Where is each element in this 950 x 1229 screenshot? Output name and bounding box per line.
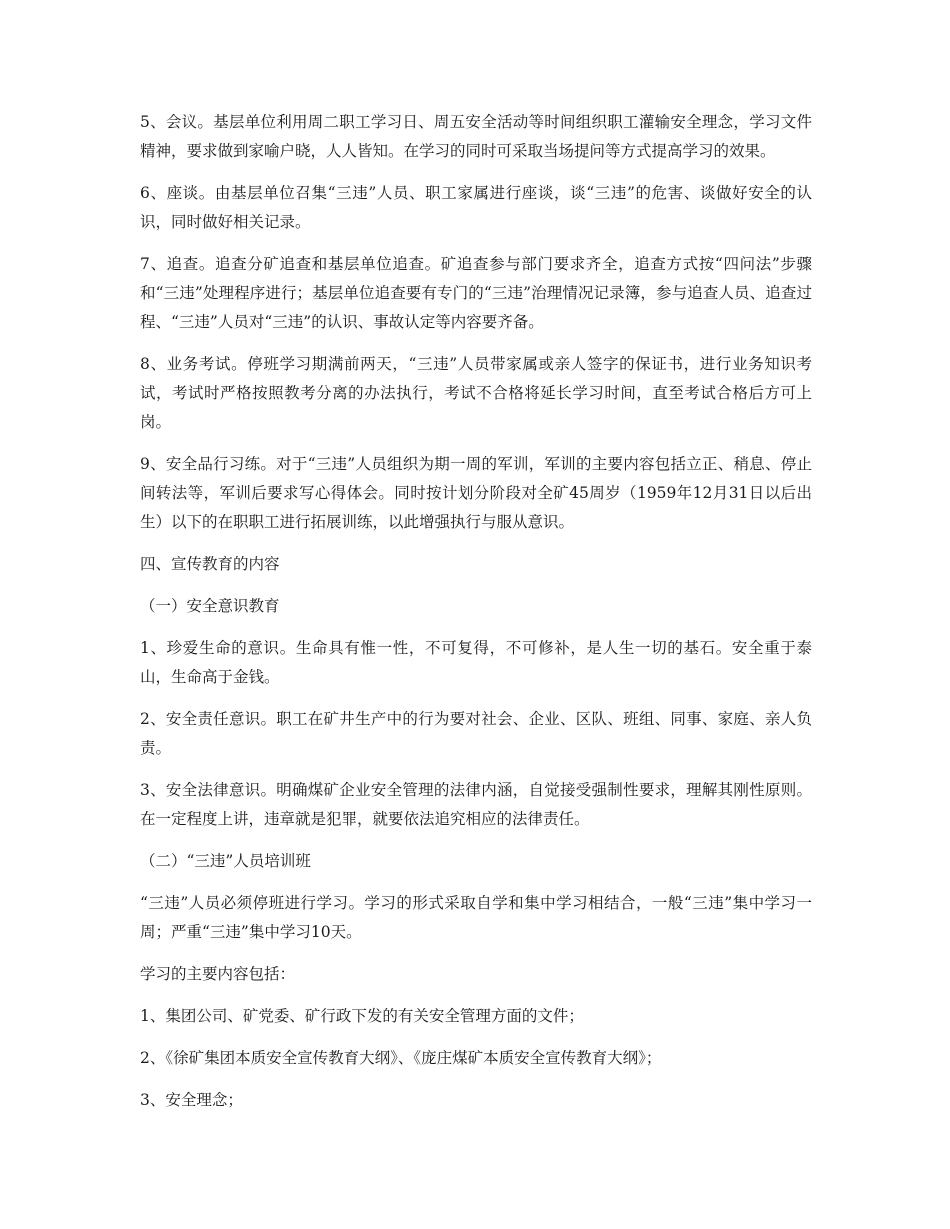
paragraph-exam: 8、业务考试。停班学习期满前两天，“三违”人员带家属或亲人签字的保证书，进行业务知识考试，考试时严格按照教考分离的办法执行，考试不合格将延长学习时间，直至考试合格后方可上岗。 (140, 355, 812, 431)
list-item-safety-concept: 3、安全理念； (140, 1091, 243, 1109)
list-item-documents: 1、集团公司、矿党委、矿行政下发的有关安全管理方面的文件； (140, 1007, 584, 1025)
paragraph-responsibility: 2、安全责任意识。职工在矿井生产中的行为要对社会、企业、区队、班组、同事、家庭、亲人负责。 (140, 710, 812, 757)
paragraph-discussion: 6、座谈。由基层单位召集“三违”人员、职工家属进行座谈，谈“三违”的危害、谈做好安全的认识，同时做好相关记录。 (140, 184, 812, 231)
section-heading-content: 四、宣传教育的内容 (140, 555, 280, 573)
paragraph-cherish-life: 1、珍爱生命的意识。生命具有惟一性，不可复得，不可修补，是人生一切的基石。安全重于泰山，生命高于金钱。 (140, 639, 812, 686)
paragraph-training-form: “三违”人员必须停班进行学习。学习的形式采取自学和集中学习相结合，一般“三违”集中学习一周；严重“三违”集中学习10天。 (140, 894, 812, 941)
subsection-heading-training-class: （二）“三违”人员培训班 (140, 852, 311, 870)
paragraph-meeting: 5、会议。基层单位利用周二职工学习日、周五安全活动等时间组织职工灌输安全理念，学习文件精神，要求做到家喻户晓，人人皆知。在学习的同时可采取当场提问等方式提高学习的效果。 (140, 113, 812, 160)
paragraph-investigation: 7、追查。追查分矿追查和基层单位追查。矿追查参与部门要求齐全，追查方式按“四问法”步骤和“三违”处理程序进行；基层单位追查要有专门的“三违”治理情况记录簿，参与追查人员、追查过程、“三违”人员对“三违”的认识、事故认定等内容要齐备。 (140, 255, 812, 331)
document-body (140, 108, 812, 1128)
paragraph-content-intro: 学习的主要内容包括： (140, 965, 296, 983)
paragraph-legal: 3、安全法律意识。明确煤矿企业安全管理的法律内涵，自觉接受强制性要求，理解其刚性原则。在一定程度上讲，违章就是犯罪，就要依法追究相应的法律责任。 (140, 781, 812, 828)
paragraph-conduct-training: 9、安全品行习练。对于“三违”人员组织为期一周的军训，军训的主要内容包括立正、稍息、停止间转法等，军训后要求写心得体会。同时按计划分阶段对全矿45周岁（1959年12月31日以后出生）以下的在职职工进行拓展训练，以此增强执行与服从意识。 (140, 455, 812, 531)
list-item-outlines: 2、《徐矿集团本质安全宣传教育大纲》、《庞庄煤矿本质安全宣传教育大纲》； (140, 1049, 662, 1067)
subsection-heading-awareness: （一）安全意识教育 (140, 597, 280, 615)
